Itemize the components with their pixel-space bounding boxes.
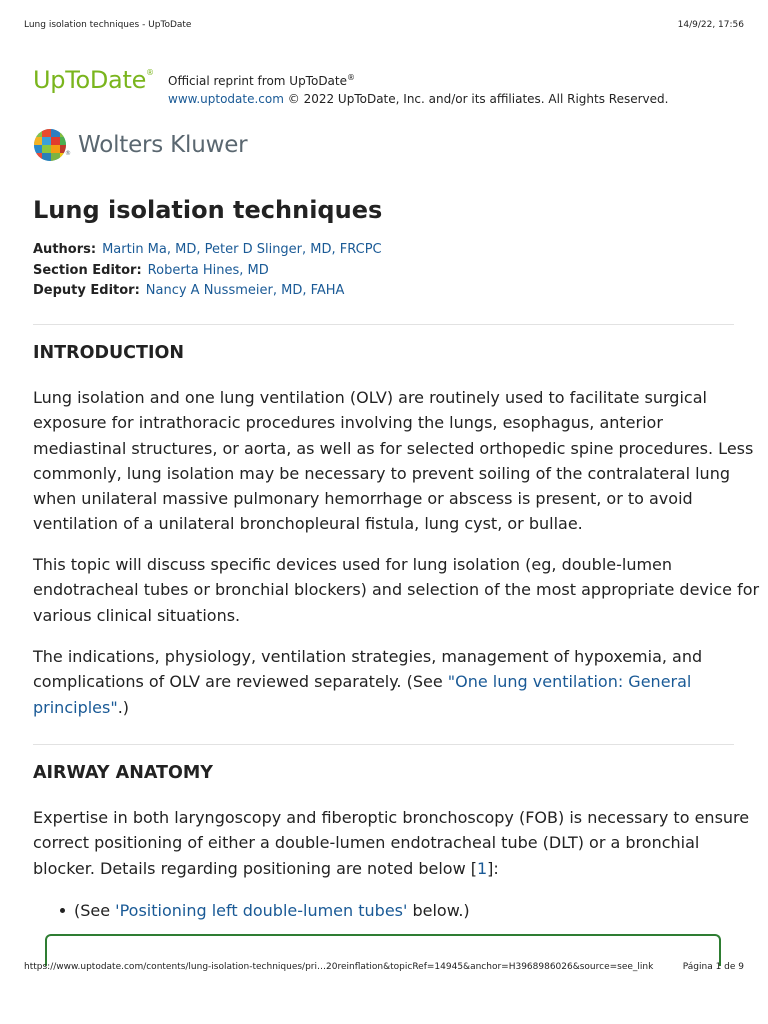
wolters-kluwer-mark: ® [65, 149, 71, 157]
uptodate-site-link[interactable]: www.uptodate.com [168, 92, 284, 106]
one-lung-ventilation-link-cont[interactable]: principles" [33, 697, 118, 717]
divider [33, 324, 734, 325]
airway-paragraph: Expertise in both laryngoscopy and fiberoptic bronchoscopy (FOB) is necessary to ensure correct positioning of either a double-lumen endotracheal tube (DLT) or a bronchial blocker. Details regarding positioning are noted below [1]: [33, 808, 750, 878]
uptodate-logo-text: UpToDate [33, 66, 147, 94]
copyright-text: © 2022 UpToDate, Inc. and/or its affiliates. All Rights Reserved. [287, 92, 669, 106]
reprint-notice [168, 69, 668, 108]
intro-paragraph-3: The indications, physiology, ventilation strategies, management of hypoxemia, and complications of OLV are reviewed separately. (See "One lung ventilation: General principles".) [33, 647, 703, 717]
uptodate-logo-mark: ® [146, 68, 154, 77]
list-item: (See 'Positioning left double-lumen tubes' below.) [60, 898, 470, 923]
authors-link[interactable]: Martin Ma, MD, Peter D Slinger, MD, FRCPC [102, 242, 382, 257]
copyright-line [168, 90, 668, 108]
wolters-kluwer-text: Wolters Kluwer [78, 132, 248, 158]
section-editor-link[interactable]: Roberta Hines, MD [147, 262, 269, 278]
one-lung-ventilation-link[interactable]: "One lung ventilation: General [447, 672, 692, 692]
reprint-line: Official reprint from UpToDate® [168, 73, 355, 88]
intro-paragraph-2: This topic will discuss specific devices used for lung isolation (eg, double-lumen endotracheal tubes or bronchial blockers) and selection of the most appropriate device for various clinical situations. [33, 555, 760, 625]
print-footer-page: Página 1 de 9 [682, 962, 744, 972]
reference-link[interactable]: 1 [476, 858, 488, 878]
deputy-editor-row [33, 281, 382, 302]
print-footer-url: https://www.uptodate.com/contents/lung-isolation-techniques/pri…20reinflation&topicRef=14945&anchor=H3968986026&source=see_link [24, 962, 654, 972]
section-editor-row [33, 261, 382, 282]
wolters-kluwer-globe-icon [33, 128, 67, 162]
authors-row [33, 240, 382, 261]
section-editor-label: Section Editor: [33, 262, 142, 278]
wolters-kluwer-logo [33, 128, 247, 162]
deputy-editor-label: Deputy Editor: [33, 283, 140, 298]
positioning-left-dlt-link[interactable]: 'Positioning left double-lumen tubes' [115, 901, 408, 920]
print-header-datetime: 14/9/22, 17:56 [677, 20, 744, 30]
uptodate-logo[interactable] [33, 66, 154, 94]
deputy-editor-link[interactable]: Nancy A Nussmeier, MD, FAHA [145, 283, 345, 298]
intro-paragraph-1: Lung isolation and one lung ventilation (OLV) are routinely used to facilitate surgical exposure for intrathoracic procedures involving the lungs, esophagus, anterior mediastinal structures, or aorta, as well as for selected orthopedic spine procedures. Less commonly, lung isolation may be necessary to prevent soiling of the contralateral lung when unilateral massive pulmonary hemorrhage or abscess is present, or to avoid ventilation of a unilateral bronchopleural fistula, lung cyst, or bullae. [33, 388, 754, 534]
introduction-heading: INTRODUCTION [33, 343, 184, 363]
print-header-title: Lung isolation techniques - UpToDate [24, 20, 192, 30]
bullet-icon [60, 908, 65, 913]
page-title: Lung isolation techniques [33, 196, 383, 224]
article-credits [33, 240, 382, 302]
divider [33, 744, 734, 745]
airway-anatomy-heading: AIRWAY ANATOMY [33, 763, 213, 783]
authors-label: Authors: [33, 242, 97, 257]
